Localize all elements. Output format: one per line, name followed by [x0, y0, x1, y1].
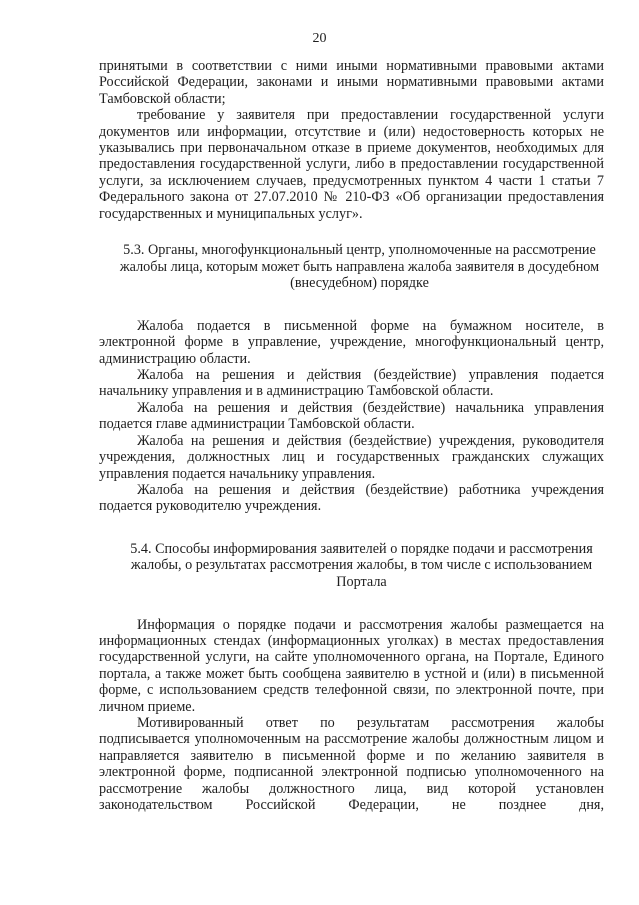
- body-paragraph: Жалоба на решения и действия (бездействие) работника учреждения подается руководителю учреждения.: [99, 481, 604, 515]
- body-paragraph: Жалоба подается в письменной форме на бумажном носителе, в электронной форме в управление, учреждение, многофункциональный центр, администрацию области.: [99, 317, 604, 367]
- section-heading-5-3: 5.3. Органы, многофункциональный центр, уполномоченные на рассмотрение жалобы лица, которым может быть направлена жалоба заявителя в досудебном (внесудебном) порядке: [119, 242, 600, 292]
- body-paragraph: Жалоба на решения и действия (бездействие) управления подается начальнику управления и в администрацию Тамбовской области.: [99, 367, 604, 400]
- document-body: [99, 58, 604, 813]
- body-paragraph: Жалоба на решения и действия (бездействие) учреждения, руководителя учреждения, должностных лиц и государственных гражданских служащих управления подается начальнику управления.: [99, 432, 604, 482]
- section-5-4-body: [99, 617, 604, 814]
- body-paragraph: Мотивированный ответ по результатам рассмотрения жалобы подписывается уполномоченным на рассмотрение жалобы должностным лицом и направляется заявителю в письменной форме и по желанию заявителя в электронной форме, подписанной электронной подписью уполномоченного на рассмотрение жалобы должностного лица, вид которой установлен законодательством Российской Федерации, не позднее дня,: [99, 714, 604, 813]
- intro-paragraph: принятыми в соответствии с ними иными нормативными правовыми актами Российской Федерации, законами и иными нормативными правовыми актами Тамбовской области;: [99, 58, 604, 107]
- section-5-3-body: [99, 318, 604, 515]
- section-heading-5-4: 5.4. Способы информирования заявителей о порядке подачи и рассмотрения жалобы, о результатах рассмотрения жалобы, в том числе с использованием Портала: [130, 540, 593, 590]
- body-paragraph: Жалоба на решения и действия (бездействие) начальника управления подается главе администрации Тамбовской области.: [99, 399, 604, 433]
- body-paragraph: Информация о порядке подачи и рассмотрения жалобы размещается на информационных стендах (информационных уголках) в местах предоставления государственной услуги, на сайте уполномоченного органа, на Портале, Единого портала, а также может быть сообщена заявителю в устной и (или) в письменной форме, с использованием средств телефонной связи, по электронной почте, при личном приеме.: [99, 616, 604, 715]
- intro-paragraph: требование у заявителя при предоставлении государственной услуги документов или информации, отсутствие и (или) недостоверность которых не указывались при первоначальном отказе в приеме документов, необходимых для предоставления государственной услуги, либо в предоставлении государственной услуги, за исключением случаев, предусмотренных пунктом 4 части 1 статьи 7 Федерального закона от 27.07.2010 № 210-ФЗ «Об организации предоставления государственных и муниципальных услуг».: [99, 107, 604, 222]
- page-number: 20: [312, 31, 327, 46]
